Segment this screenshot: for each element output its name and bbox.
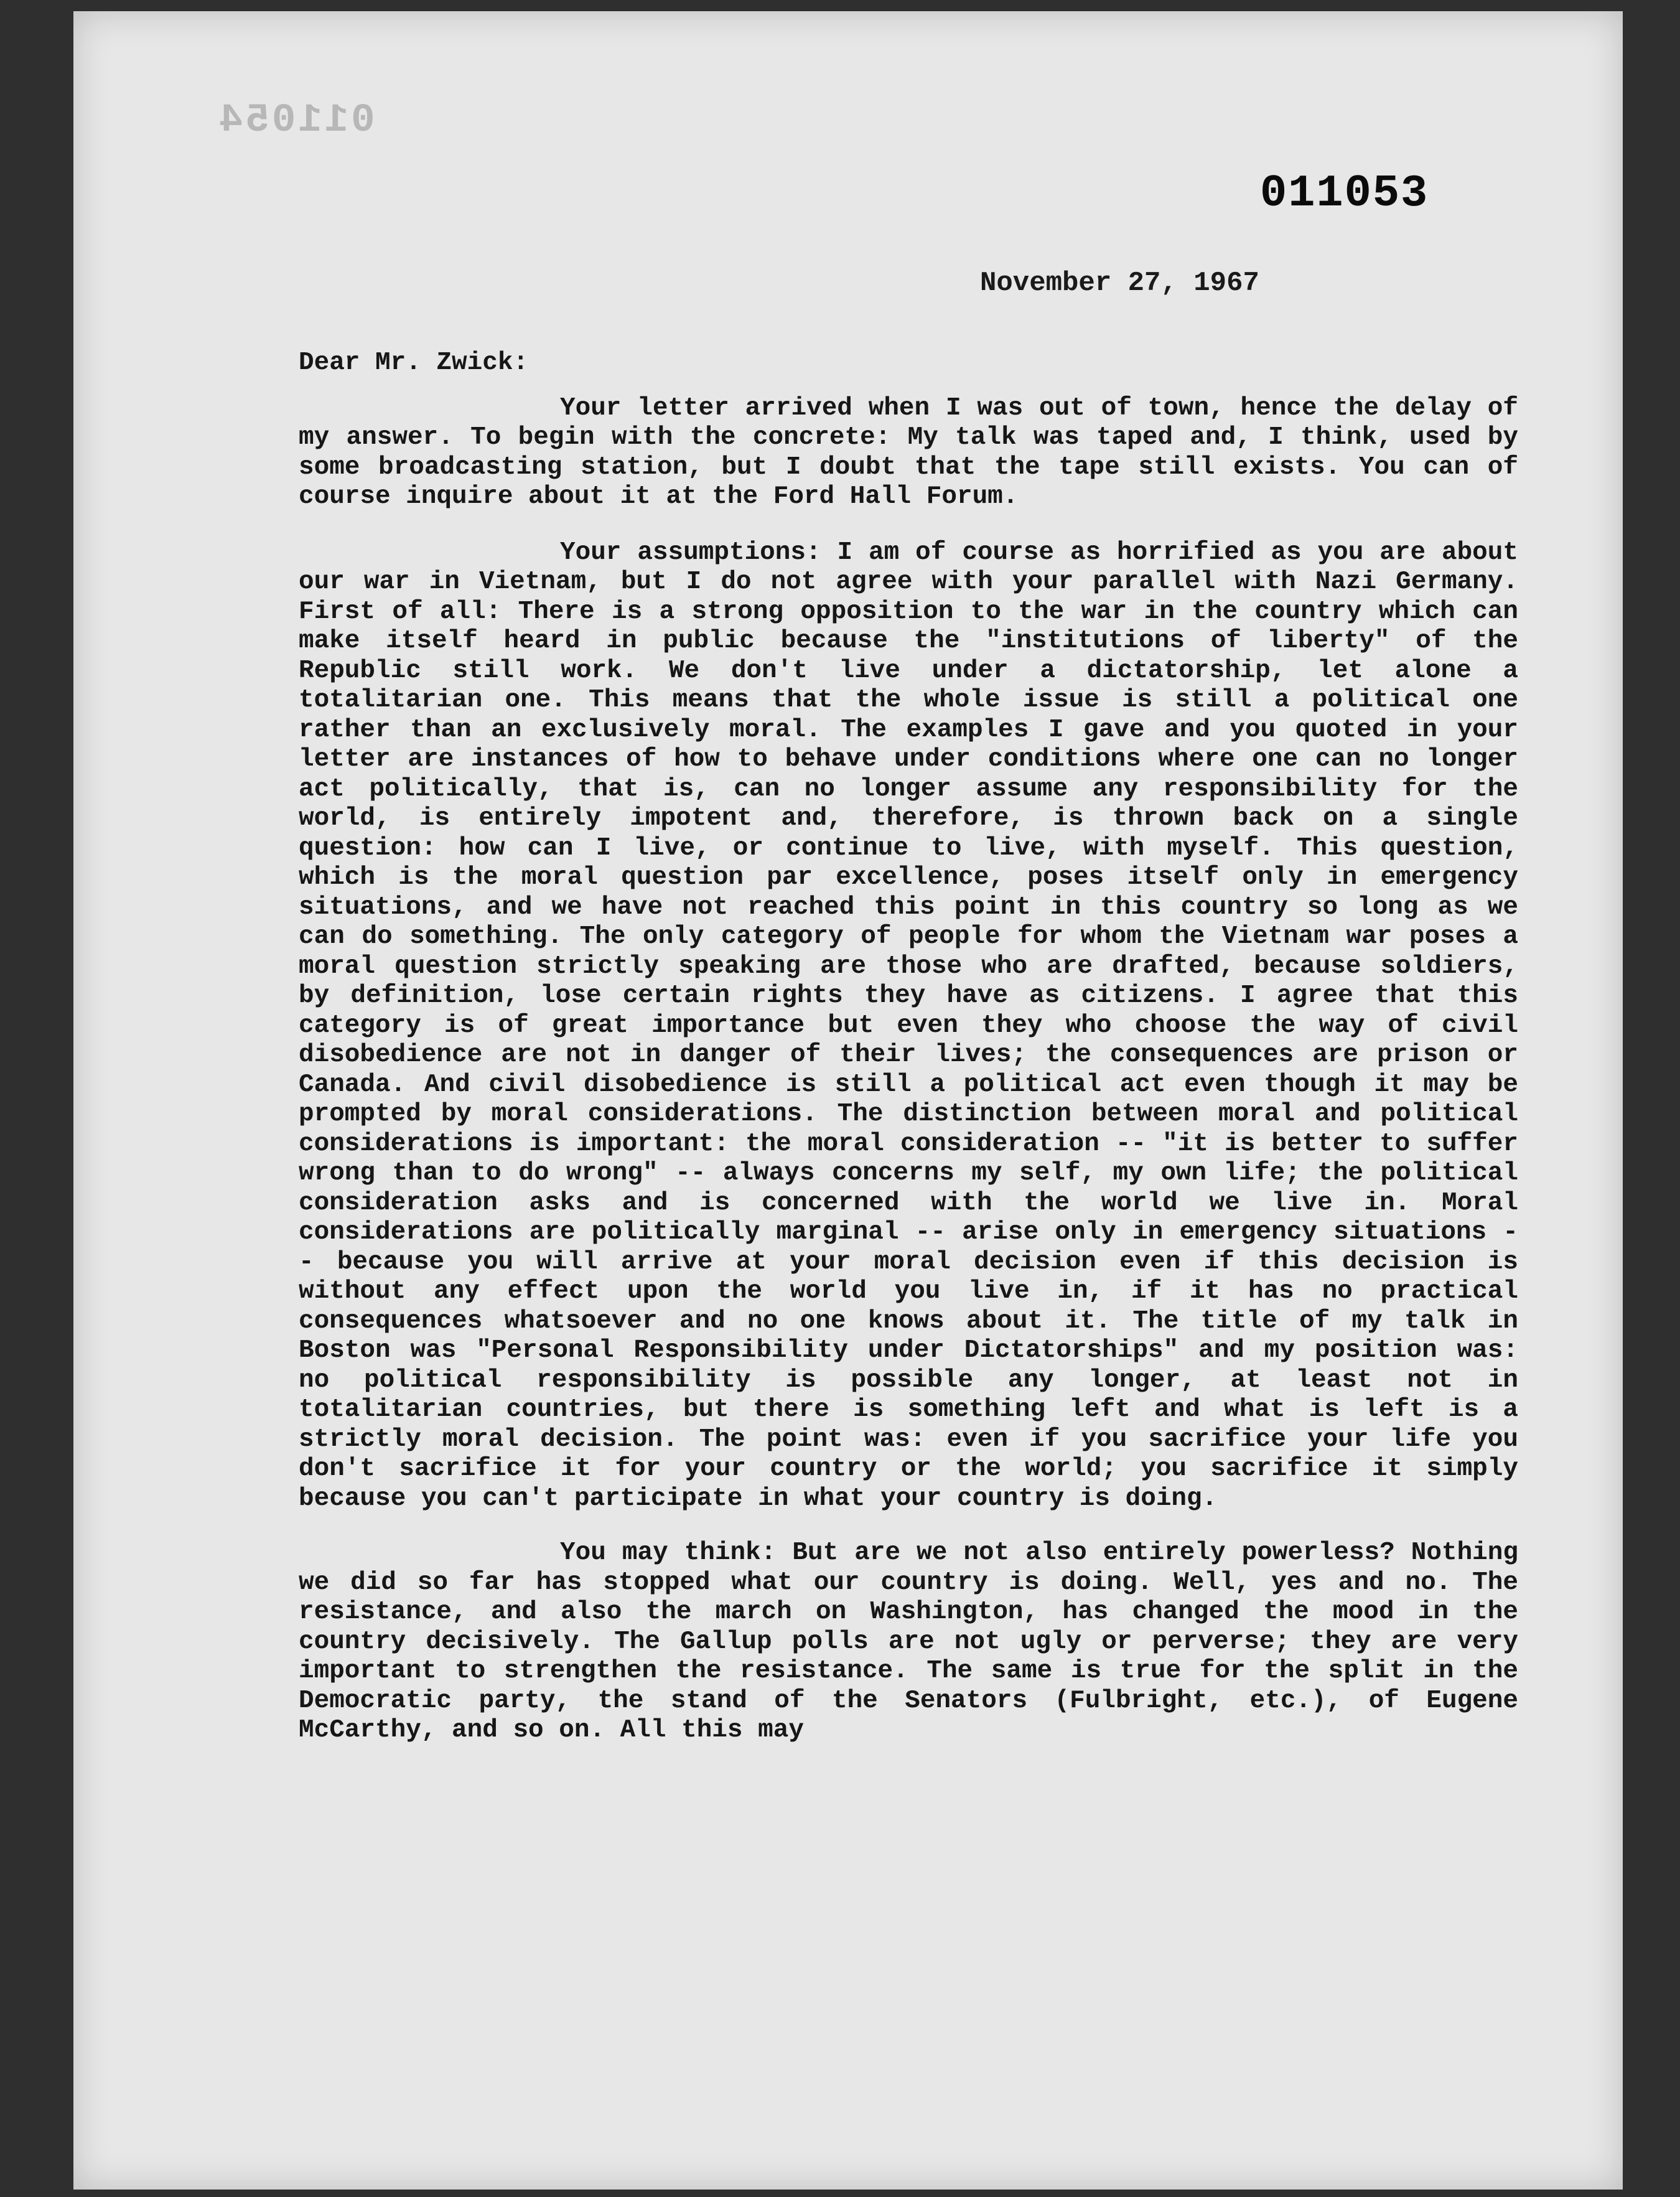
paragraph-1: Your letter arrived when I was out of town, hence the delay of my answer. To begin with the concrete: My talk was taped and, I think, used by some broadcasting station, but I doubt that the tape still exists. You can of course inquire about it at the Ford Hall Forum. (299, 393, 1518, 511)
paragraph-3: You may think: But are we not also entirely powerless? Nothing we did so far has stopped what our country is doing. Well, yes and no. The resistance, and also the march on Washington, has changed the mood in the country decisively. The Gallup polls are not ugly or perverse; they are very important to strengthen the resistance. The same is true for the split in the Democratic party, the stand of the Senators (Fulbright, etc.), of Eugene McCarthy, and so on. All this may (299, 1539, 1518, 1745)
paragraph-2: Your assumptions: I am of course as horrified as you are about our war in Vietnam, but I do not agree with your parallel with Nazi Germany. First of all: There is a strong opposition to the war in the country which can make itself heard in public because the "institutions of liberty" of the Republic still work. We don't live under a dictatorship, let alone a totalitarian one. This means that the whole issue is still a political one rather than an exclusively moral. The examples I gave and you quoted in your letter are instances of how to behave under conditions where one can no longer act politically, that is, can no longer assume any responsibility for the world, is entirely impotent and, therefore, is thrown back on a single question: how can I live, or continue to live, with myself. This question, which is the moral question par excellence, poses itself only in emergency situations, and we have not reached this point in this country so long as we can do something. The only category of people for whom the Vietnam war poses a moral question strictly speaking are those who are drafted, because soldiers, by definition, lose certain rights they have as citizens. I agree that this category is of great importance but even they who choose the way of civil disobedience are not in danger of their lives; the consequences are prison or Canada. And civil disobedience is still a political act even though it may be prompted by moral considerations. The distinction between moral and political considerations is important: the moral consideration -- "it is better to suffer wrong than to do wrong" -- always concerns my self, my own life; the political consideration asks and is concerned with the world we live in. Moral considerations are politically marginal -- arise only in emergency situations -- because you will arrive at your moral decision even if this decision is without any effect upon the world you live in, if it has no practical consequences whatsoever and no one knows about it. The title of my talk in Boston was "Personal Responsibility under Dictatorships" and my position was: no political responsibility is possible any longer, at least not in totalitarian countries, but there is something left and what is left is a strictly moral decision. The point was: even if you sacrifice your life you don't sacrifice it for your country or the world; you sacrifice it simply because you can't participate in what your country is doing. (299, 538, 1518, 1513)
salutation: Dear Mr. Zwick: (299, 349, 529, 377)
letter-body (299, 349, 1518, 1771)
document-number: 011053 (1260, 168, 1429, 219)
bleed-through-number: 011054 (217, 98, 375, 143)
letter-date: November 27, 1967 (980, 268, 1259, 299)
